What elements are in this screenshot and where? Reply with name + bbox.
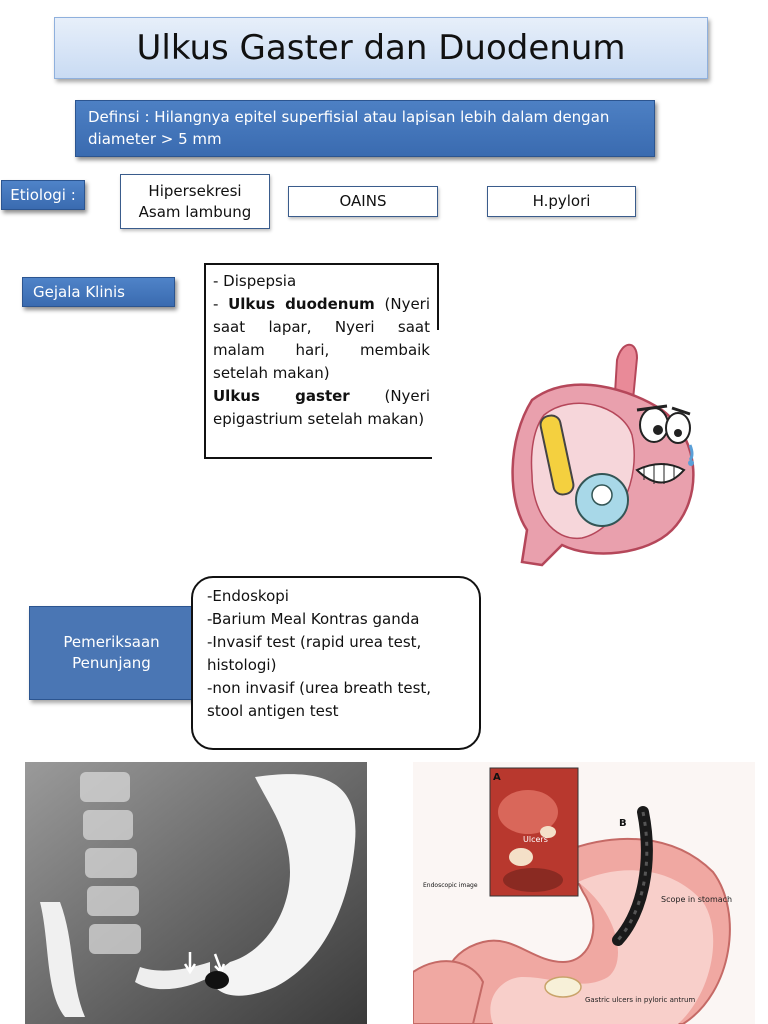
gejala-line-dispepsia: - Dispepsia xyxy=(213,272,297,290)
pemeriksaan-item: -Invasif test (rapid urea test, histologi) xyxy=(207,633,427,674)
etiologi-item-hpylori: H.pylori xyxy=(487,186,636,217)
pemeriksaan-item: -Barium Meal Kontras ganda xyxy=(207,610,420,628)
gejala-dash: - xyxy=(213,295,229,313)
pemeriksaan-item: -Endoskopi xyxy=(207,587,289,605)
cartoon-stomach-illustration xyxy=(432,330,768,575)
endo-label-b: B xyxy=(619,818,627,829)
gejala-gaster-title: Ulkus gaster xyxy=(213,387,350,405)
slide-title: Ulkus Gaster dan Duodenum xyxy=(54,17,708,79)
endo-label-scope: Scope in stomach xyxy=(661,895,733,904)
endo-label-a: A xyxy=(493,772,501,783)
definition-line-2: diameter > 5 mm xyxy=(88,130,222,148)
pemeriksaan-label-line: Penunjang xyxy=(72,654,151,672)
pemeriksaan-label-line: Pemeriksaan xyxy=(63,633,160,651)
endo-label-ulcers: Ulcers xyxy=(523,835,548,844)
barium-meal-xray-image xyxy=(25,762,367,1024)
gejala-duodenum-text: (Nyeri saat lapar, Nyeri saat malam hari, membaik setelah makan) xyxy=(213,295,431,382)
etiologi-item-text: Hipersekresi xyxy=(148,181,242,200)
gejala-duodenum-title: Ulkus duodenum xyxy=(228,295,375,313)
definition-box xyxy=(75,100,655,157)
gejala-line-gaster xyxy=(213,385,430,431)
gejala-line-duodenum xyxy=(213,293,430,385)
etiologi-item-hipersekresi xyxy=(120,174,270,229)
etiologi-item-text: Asam lambung xyxy=(138,202,252,221)
definition-line-1: Definsi : Hilangnya epitel superfisial atau lapisan lebih dalam dengan xyxy=(88,108,610,126)
etiologi-item-oains: OAINS xyxy=(288,186,438,217)
endo-label-gastric-ulcers: Gastric ulcers in pyloric antrum xyxy=(585,996,696,1004)
etiologi-label: Etiologi : xyxy=(1,180,85,210)
endoscopy-illustration xyxy=(413,762,755,1024)
gejala-gaster-text: (Nyeri epigastrium setelah makan) xyxy=(213,387,430,428)
pemeriksaan-penunjang-box xyxy=(191,576,481,750)
gejala-klinis-box xyxy=(204,263,439,459)
gejala-klinis-label: Gejala Klinis xyxy=(22,277,175,307)
endo-label-endoscopic-image: Endoscopic image xyxy=(423,882,478,889)
pemeriksaan-item: -non invasif (urea breath test, stool antigen test xyxy=(207,679,436,720)
pemeriksaan-penunjang-label xyxy=(29,606,194,700)
